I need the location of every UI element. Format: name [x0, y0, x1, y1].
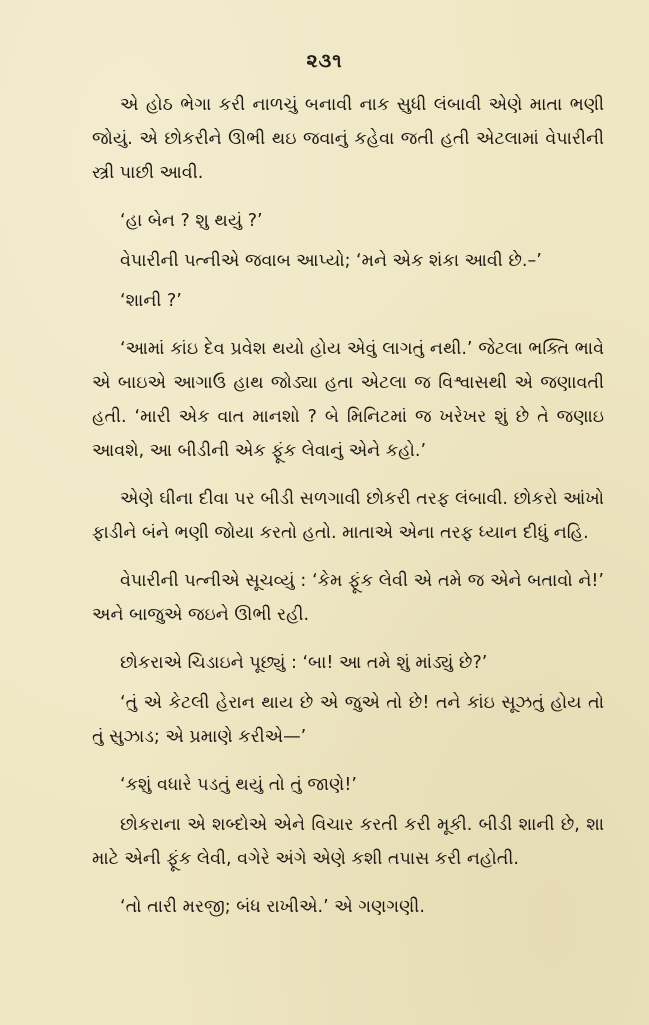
- paragraph: છોકરાએ ચિડાઇને પૂછ્યું : ‘બા! આ તમે શું માંડ્યું છે?’: [120, 653, 488, 673]
- paragraph: ‘હા બેન ? શુ થયું ?’: [120, 211, 263, 231]
- paragraph: છોકરાના એ શબ્દોએ એને વિચાર કરતી કરી મૂકી. બીડી શાની છે, શા માટે એની ફૂંક લેવી, વગેરે અંગે એણે કશી તપાસ કરી નહોતી.: [92, 815, 604, 869]
- paragraph: ‘તું એ કેટલી હેરાન થાય છે એ જુએ તો છે! તને કાંઇ સૂઝતું હોય તો તું સુઝાડ; એ પ્રમાણે કરીએ—’: [92, 693, 604, 747]
- page-body: [92, 88, 604, 938]
- paragraph: એણે ઘીના દીવા પર બીડી સળગાવી છોકરી તરફ લંબાવી. છોકરો આંખો ફાડીને બંને ભણી જોયા કરતો હતો. માતાએ એના તરફ ધ્યાન દીધું નહિ.: [92, 489, 604, 543]
- page-number: ૨૩૧: [306, 50, 343, 72]
- paragraph: વેપારીની પત્નીએ જવાબ આપ્યો; ‘મને એક શંકા આવી છે.–’: [120, 251, 542, 271]
- paragraph: એ હોઠ ભેગા કરી નાળચું બનાવી નાક સુધી લંબાવી એણે માતા ભણી જોયું. એ છોકરીને ઊભી થઇ જવાનું કહેવા જતી હતી એટલામાં વેપારીની સ્ત્રી પાછી આવી.: [92, 95, 604, 183]
- paragraph: ‘આમાં કાંઇ દેવ પ્રવેશ થયો હોય એવું લાગતું નથી.’ જેટલા ભક્તિ ભાવે એ બાઇએ આગાઉ હાથ જોડ્યા હતા એટલા જ વિશ્વાસથી એ જણાવતી હતી. ‘મારી એક વાત માનશો ? બે મિનિટમાં જ ખરેખર શું છે તે જણાઇ આવશે, આ બીડીની એક ફૂંક લેવાનું એને કહો.’: [92, 339, 604, 461]
- paragraph: ‘કશું વધારે પડતું થયું તો તું જાણે!’: [120, 775, 357, 795]
- paragraph: ‘શાની ?’: [120, 291, 182, 311]
- paragraph: ‘તો તારી મરજી; બંધ રાખીએ.’ એ ગણગણી.: [120, 897, 425, 917]
- paragraph: વેપારીની પત્નીએ સૂચવ્યું : ‘કેમ ફૂંક લેવી એ તમે જ એને બતાવો ને!’ અને બાજુએ જઇને ઊભી રહી.: [92, 571, 604, 625]
